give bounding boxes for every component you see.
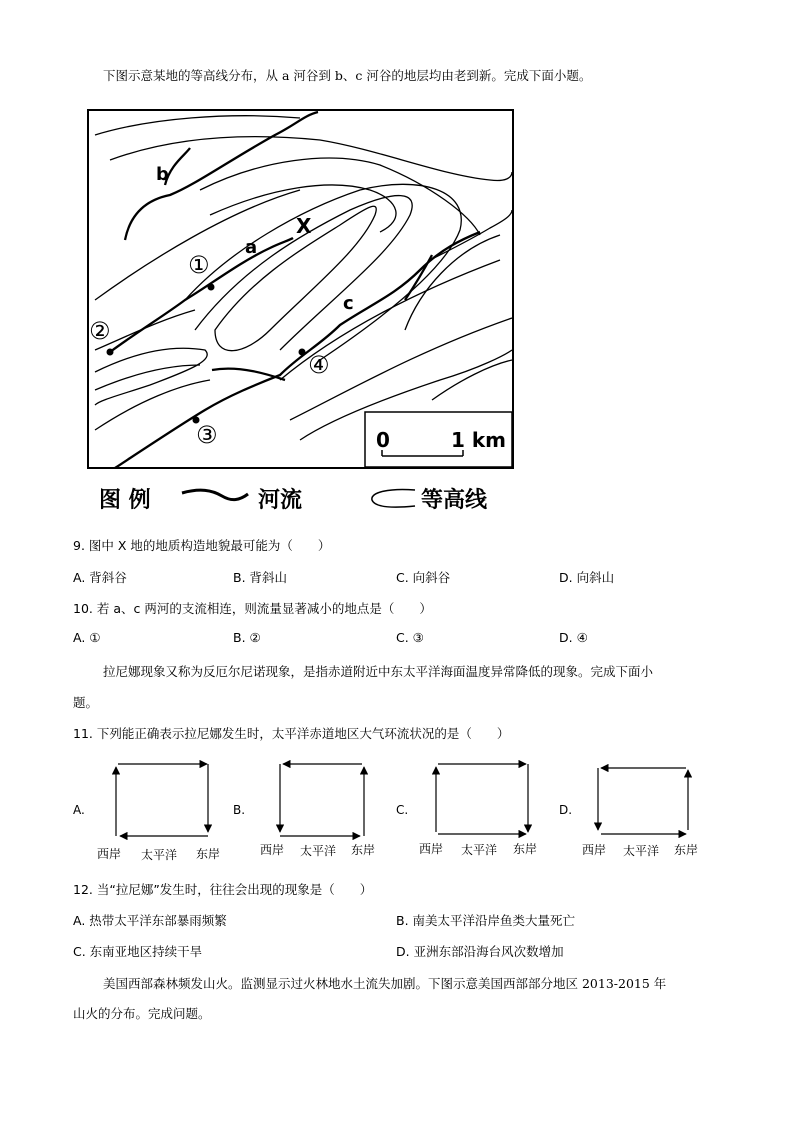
q11-a-west: 西岸 [97,847,122,861]
label-X: X [296,214,312,238]
q12-option-d: D. 亚洲东部沿海台风次数增加 [396,944,564,959]
contour-line [95,190,300,300]
label-point-1: ① [188,251,210,279]
intro-text-3-line-2: 山火的分布。完成问题。 [73,1006,211,1021]
intro-text-3-line-1: 美国西部森林频发山火。监测显示过火林地水土流失加剧。下图示意美国西部部分地区 2013-2015 年 [103,976,667,991]
q11-letter-a: A. [73,803,85,817]
q11-letter-b: B. [233,803,246,817]
label-c: c [343,293,354,314]
q10-option-d: D. ④ [559,630,588,645]
label-point-3: ③ [196,421,218,449]
q11-letter-c: C. [396,803,409,817]
contour-line [95,348,207,405]
q9-option-a: A. 背斜谷 [73,570,127,585]
diagram-a [116,764,208,836]
q11-letter-d: D. [559,803,573,817]
river-tributary [405,255,432,300]
legend-river-label: 河流 [258,488,303,513]
contour-line [95,116,300,135]
q11-a-pacific: 太平洋 [141,848,178,862]
label-point-4: ④ [308,351,330,379]
q11-d-west: 西岸 [582,843,607,857]
contour-line [95,380,210,430]
q11-b-west: 西岸 [260,843,285,857]
label-a: a [245,237,258,258]
q11-b-pacific: 太平洋 [300,844,337,858]
diagram-d [598,768,688,834]
contour-line [432,360,512,400]
q11-c-west: 西岸 [419,842,444,856]
q12-option-b: B. 南美太平洋沿岸鱼类大量死亡 [396,913,576,928]
q11-d-pacific: 太平洋 [623,844,660,858]
q11-c-east: 东岸 [513,842,538,856]
q12-option-a: A. 热带太平洋东部暴雨频繁 [73,913,227,928]
q10-option-a: A. ① [73,630,101,645]
legend-contour-label: 等高线 [421,488,488,513]
legend-contour-symbol [372,489,415,507]
diagram-b [280,764,364,836]
question-12-stem: 12. 当“拉尼娜”发生时，往往会出现的现象是（ ） [73,882,373,897]
intro-text-1: 下图示意某地的等高线分布，从 a 河谷到 b、c 河谷的地层均由老到新。完成下面小题。 [103,68,592,83]
question-11-stem: 11. 下列能正确表示拉尼娜发生时，太平洋赤道地区大气环流状况的是（ ） [73,726,510,741]
contour-map [0,0,794,540]
point-4-dot [299,349,306,356]
point-1-dot [208,284,215,291]
legend-title: 图 例 [99,488,151,513]
q11-c-pacific: 太平洋 [461,843,498,857]
question-9-stem: 9. 图中 X 地的地质构造地貌最可能为（ ） [73,538,331,553]
q9-option-c: C. 向斜谷 [396,570,451,585]
label-b: b [156,164,169,185]
q11-a-east: 东岸 [196,847,221,861]
intro-text-2-line-1: 拉尼娜现象又称为反厄尔尼诺现象，是指赤道附近中东太平洋海面温度异常降低的现象。完成下面小 [103,664,654,679]
q10-option-c: C. ③ [396,630,424,645]
q11-b-east: 东岸 [351,843,376,857]
question-10-stem: 10. 若 a、c 两河的支流相连，则流量显著减小的地点是（ ） [73,601,432,616]
q10-option-b: B. ② [233,630,261,645]
diagram-c [436,764,528,834]
point-2-dot [107,349,114,356]
scale-one-km: 1 km [451,428,507,452]
legend-river-symbol [182,490,248,499]
scale-zero: 0 [376,428,390,452]
q9-option-d: D. 向斜山 [559,570,615,585]
q9-option-b: B. 背斜山 [233,570,288,585]
intro-text-2-line-2: 题。 [73,695,99,710]
label-point-2: ② [89,317,111,345]
q12-option-c: C. 东南亚地区持续干旱 [73,944,203,959]
q11-d-east: 东岸 [674,843,699,857]
